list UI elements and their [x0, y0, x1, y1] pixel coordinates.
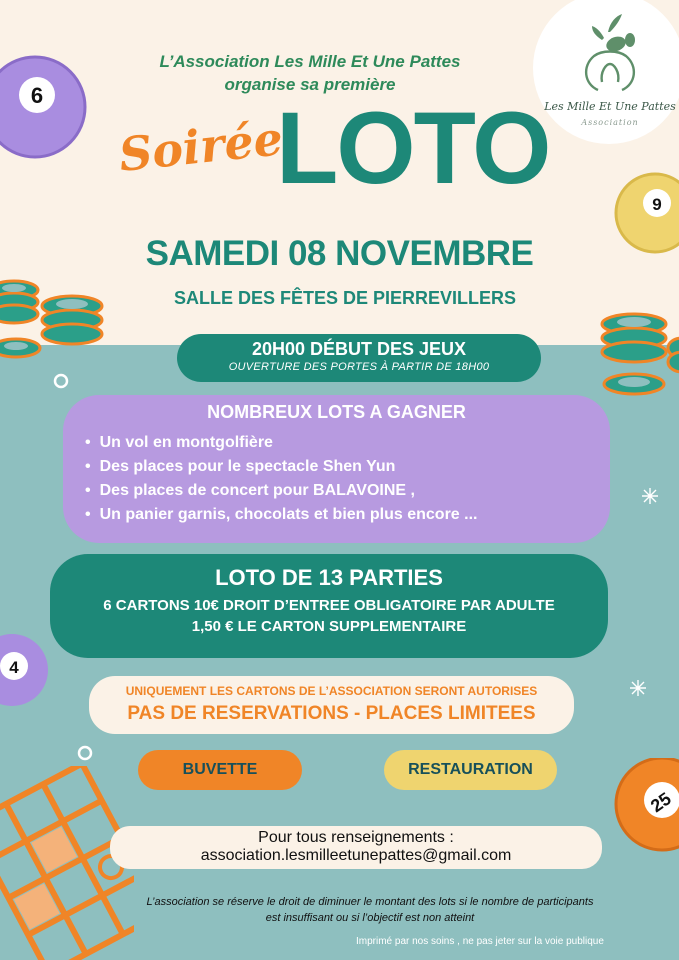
prize-item: • Un panier garnis, chocolats et bien plus encore ...	[85, 503, 610, 527]
lotto-ball-25	[610, 758, 679, 854]
schedule-pill	[177, 334, 541, 382]
intro-line-1: L’Association Les Mille Et Une Pattes	[159, 52, 461, 71]
disclaimer-text: L’association se réserve le droit de diminuer le montant des lots si le nombre de participants est insuffisant ou si l’objectif est non atteint	[146, 896, 594, 924]
restauration-badge: RESTAURATION	[384, 750, 557, 790]
contact-email: association.lesmilleetunepattes@gmail.com	[200, 847, 512, 864]
lotto-ball-4	[0, 626, 60, 716]
logo-name: Les Mille Et Une Pattes	[544, 100, 676, 113]
event-date: SAMEDI 08 NOVEMBRE	[145, 234, 534, 273]
logo-subtitle: Association	[581, 118, 639, 127]
intro-line-2: organise sa première	[224, 75, 396, 94]
cards-rule: UNIQUEMENT LES CARTONS DE L’ASSOCIATION SERONT AUTORISES	[125, 684, 538, 698]
ring-decoration	[76, 744, 94, 762]
ball-4-number: 4	[9, 658, 19, 677]
prize-item: • Un vol en montgolfière	[85, 431, 610, 455]
extra-card-price: 1,50 € LE CARTON SUPPLEMENTAIRE	[191, 618, 467, 635]
ball-9-number: 9	[652, 195, 662, 214]
token-stack-right	[598, 308, 679, 408]
ball-25-number: 25	[646, 788, 675, 817]
game-start-time: 20H00 DÉBUT DES JEUX	[251, 339, 467, 359]
entry-price: 6 CARTONS 10€ DROIT D’ENTREE OBLIGATOIRE PAR ADULTE	[103, 597, 555, 614]
buvette-badge: BUVETTE	[138, 750, 302, 790]
prize-item: • Des places pour le spectacle Shen Yun	[85, 455, 610, 479]
ring-decoration	[52, 372, 70, 390]
rules-notice	[89, 676, 574, 734]
event-venue: SALLE DES FÊTES DE PIERREVILLERS	[173, 288, 517, 308]
prizes-heading: NOMBREUX LOTS A GAGNER	[207, 402, 466, 422]
title-loto: LOTO	[276, 91, 550, 205]
intro-text	[110, 50, 510, 96]
title-soiree: Soirée	[116, 111, 286, 182]
prize-item: • Des places de concert pour BALAVOINE ,	[85, 479, 610, 503]
games-pricing-panel	[50, 554, 608, 658]
contact-label: Pour tous renseignements :	[258, 829, 454, 846]
sparkle-icon	[640, 486, 660, 506]
doors-open-time: OUVERTURE DES PORTES À PARTIR DE 18H00	[228, 361, 490, 373]
token-stack-left	[0, 270, 110, 370]
prizes-list	[85, 431, 610, 527]
print-note: Imprimé par nos soins , ne pas jeter sur la voie publique	[356, 936, 604, 947]
sparkle-icon	[628, 678, 648, 698]
lotto-ball-6	[0, 52, 90, 162]
contact-box	[110, 826, 602, 869]
ball-6-number: 6	[30, 83, 44, 108]
games-heading: LOTO DE 13 PARTIES	[215, 565, 443, 590]
no-reservations-note: PAS DE RESERVATIONS - PLACES LIMITEES	[127, 703, 536, 724]
prizes-panel	[63, 395, 610, 543]
paw-logo-icon	[580, 12, 640, 92]
